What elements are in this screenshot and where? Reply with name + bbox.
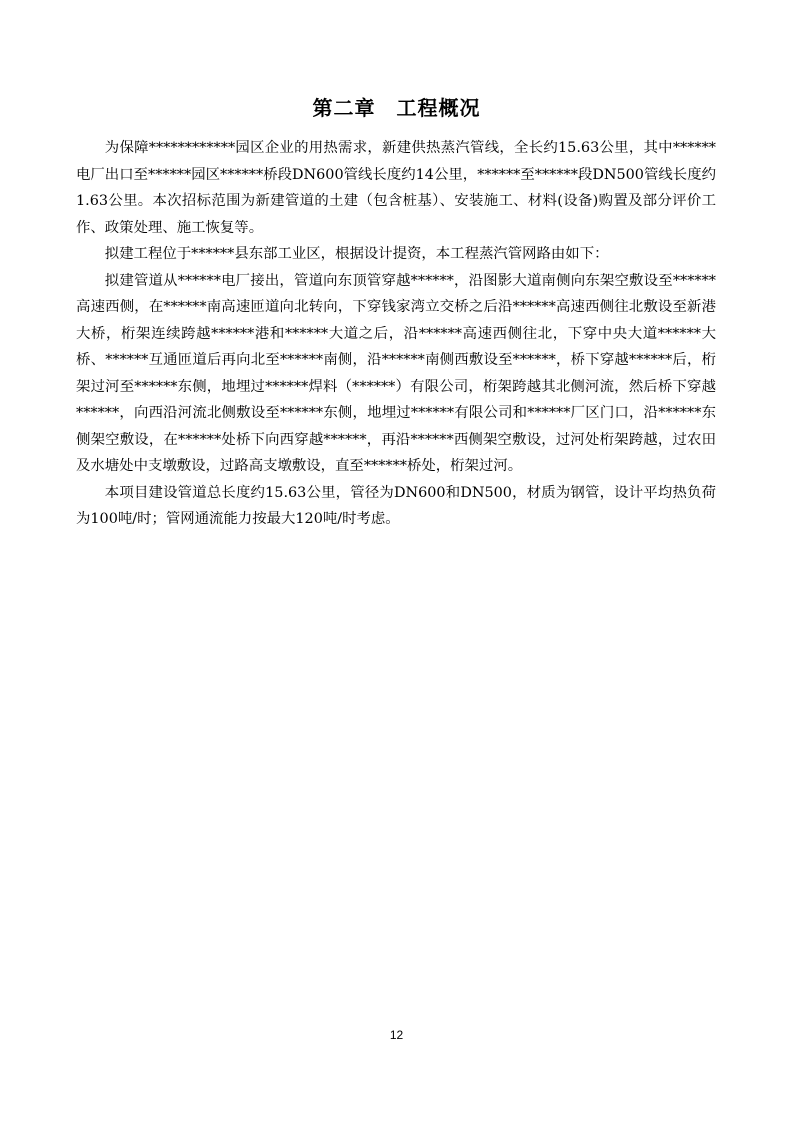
page-number: 12	[389, 1028, 404, 1042]
paragraph-specs: 本项目建设管道总长度约15.63公里，管径为DN600和DN500，材质为钢管，设计平均热负荷为100吨/时；管网通流能力按最大120吨/时考虑。	[76, 484, 716, 527]
paragraph-route: 拟建管道从******电厂接出，管道向东顶管穿越******，沿图影大道南侧向东架空敷设至******高速西侧，在******南高速匝道向北转向，下穿钱家湾立交桥之后沿******高速西侧往北敷设至新港大桥，桁架连续跨越******港和******大道之后，沿******高速西侧往北，下穿中央大道******大桥、******互通匝道后再向北至******南侧，沿******南侧西敷设至******，桥下穿越******后，桁架过河至******东侧，地埋过******焊料（******）有限公司，桁架跨越其北侧河流，然后桥下穿越******，向西沿河流北侧敷设至******东侧，地埋过******有限公司和******厂区门口，沿******东侧架空敷设，在******处桥下向西穿越******，再沿******西侧架空敷设，过河处桁架跨越，过农田及水塘处中支墩敷设，过路高支墩敷设，直至******桥处，桁架过河。	[76, 272, 716, 474]
paragraph-location: 拟建工程位于******县东部工业区，根据设计提资，本工程蒸汽管网路由如下：	[104, 246, 609, 262]
chapter-title: 第二章 工程概况	[312, 96, 481, 120]
paragraph-overview: 为保障************园区企业的用热需求，新建供热蒸汽管线，全长约15.63公里，其中******电厂出口至******园区******桥段DN600管线长度约14公里，******至******段DN500管线长度约1.63公里。本次招标范围为新建管道的土建（包含桩基）、安装施工、材料(设备)购置及部分评价工作、政策处理、施工恢复等。	[76, 140, 716, 236]
body-text	[76, 135, 716, 533]
